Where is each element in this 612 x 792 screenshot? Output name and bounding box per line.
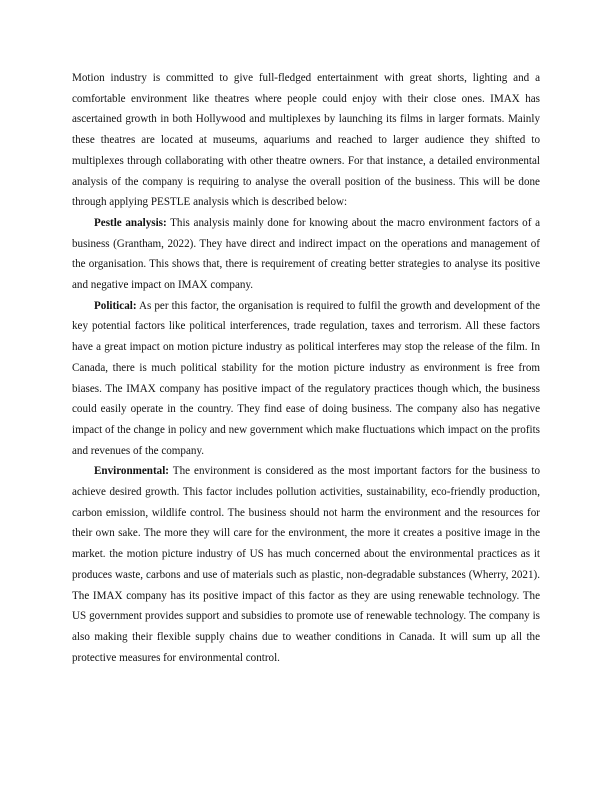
heading-political: Political: (94, 299, 137, 312)
document-page (72, 68, 540, 668)
paragraph-pestle-analysis (72, 213, 540, 296)
heading-pestle-analysis: Pestle analysis: (94, 216, 167, 229)
paragraph-political (72, 296, 540, 462)
heading-environmental: Environmental: (94, 465, 169, 478)
paragraph-political-text: As per this factor, the organisation is required to fulfil the growth and development of the key potential factors like political interferences, trade regulation, taxes and terrorism. All these factors have a great impact on motion picture industry as political interferes may stop the release of the film. In Canada, there is much political stability for the motion picture industry as environment is free from biases. The IMAX company has positive impact of the regulatory practices though which, the business could easily operate in the country. They find ease of doing business. The company also has negative impact of the change in policy and new government which make fluctuations which impact on the profits and revenues of the company. (72, 299, 540, 457)
paragraph-intro (72, 68, 540, 213)
paragraph-environmental-text: The environment is considered as the most important factors for the business to achieve desired growth. This factor includes pollution activities, sustainability, eco-friendly production, carbon emission, wildlife control. The business should not harm the environment and the resources for their own sake. The more they will care for the environment, the more it creates a positive image in the market. the motion picture industry of US has much concerned about the environmental practices as it produces waste, carbons and use of materials such as plastic, non-degradable substances (Wherry, 2021). The IMAX company has its positive impact of this factor as they are using renewable technology. The US government provides support and subsidies to promote use of renewable technology. The company is also making their flexible supply chains due to weather conditions in Canada. It will sum up all the protective measures for environmental control. (72, 465, 540, 664)
paragraph-intro-text: Motion industry is committed to give full-fledged entertainment with great shorts, lighting and a comfortable environment like theatres where people could enjoy with their close ones. IMAX has ascertained growth in both Hollywood and multiplexes by launching its films in larger formats. Mainly these theatres are located at museums, aquariums and reached to larger audience they shifted to multiplexes through collaborating with other theatre owners. For that instance, a detailed environmental analysis of the company is requiring to analyse the overall position of the business. This will be done through applying PESTLE analysis which is described below: (72, 72, 540, 209)
paragraph-pestle-analysis-text: This analysis mainly done for knowing about the macro environment factors of a business (Grantham, 2022). They have direct and indirect impact on the operations and management of the organisation. This shows that, there is requirement of creating better strategies to analyse its positive and negative impact on IMAX company. (72, 216, 541, 292)
paragraph-environmental (72, 461, 540, 668)
